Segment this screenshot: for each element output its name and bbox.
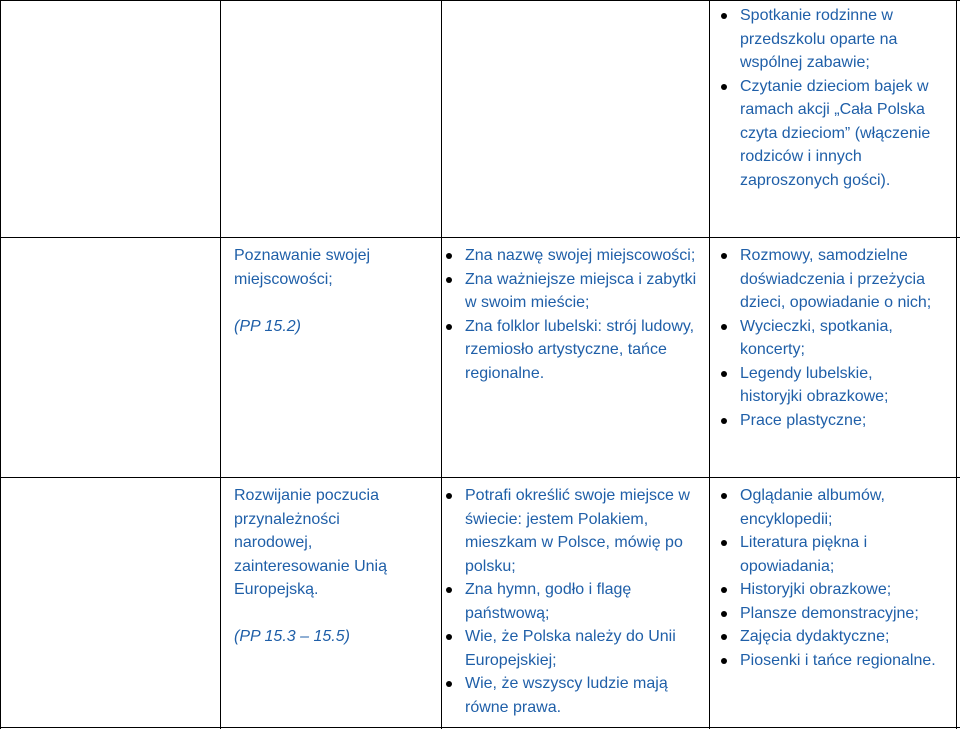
- list-item: Oglądanie albumów, encyklopedii;: [716, 484, 952, 531]
- row2-topic-cell: [234, 484, 414, 649]
- list-item: Wie, że Polska należy do Unii Europejskiej;: [441, 625, 703, 672]
- row0-activities-cell: [716, 4, 936, 192]
- bullet-icon: [721, 658, 727, 664]
- row1-activities-list: [716, 244, 936, 432]
- list-item: Czytanie dzieciom bajek w ramach akcji „Cała Polska czyta dzieciom” (włączenie rodziców i innych zaproszonych gości).: [716, 75, 936, 193]
- list-item: Zna ważniejsze miejsca i zabytki w swoim mieście;: [441, 268, 699, 315]
- bullet-icon: [446, 587, 452, 593]
- row2-outcomes-cell: [441, 484, 703, 719]
- list-item: Potrafi określić swoje miejsce w świecie: jestem Polakiem, mieszkam w Polsce, mówię po polsku;: [441, 484, 703, 578]
- list-item: Literatura piękna i opowiadania;: [716, 531, 952, 578]
- bullet-icon: [721, 371, 727, 377]
- list-item: Zna folklor lubelski: strój ludowy, rzemiosło artystyczne, tańce regionalne.: [441, 315, 699, 386]
- border-row1: [0, 237, 960, 238]
- list-item: Wie, że wszyscy ludzie mają równe prawa.: [441, 672, 703, 719]
- border-right: [956, 0, 957, 729]
- border-row2: [0, 477, 960, 478]
- list-item: Zna nazwę swojej miejscowości;: [441, 244, 699, 268]
- bullet-icon: [721, 540, 727, 546]
- bullet-icon: [721, 253, 727, 259]
- row2-outcomes-list: [441, 484, 703, 719]
- list-item: Prace plastyczne;: [716, 409, 936, 433]
- list-item: Spotkanie rodzinne w przedszkolu oparte na wspólnej zabawie;: [716, 4, 936, 75]
- row1-code: (PP 15.2): [234, 317, 301, 335]
- row2-activities-list: [716, 484, 952, 672]
- border-col3: [709, 0, 710, 729]
- bullet-icon: [721, 587, 727, 593]
- bullet-icon: [721, 418, 727, 424]
- list-item: Wycieczki, spotkania, koncerty;: [716, 315, 936, 362]
- row1-topic-cell: [234, 244, 414, 338]
- border-col1: [220, 0, 221, 729]
- row1-outcomes-cell: [441, 244, 699, 385]
- bullet-icon: [446, 634, 452, 640]
- row2-code: (PP 15.3 – 15.5): [234, 628, 350, 645]
- row2-topic: Rozwijanie poczucia przynależności narodowej, zainteresowanie Unią Europejską.: [234, 487, 387, 598]
- bullet-icon: [721, 13, 727, 19]
- row0-activities-list: [716, 4, 936, 192]
- list-item: Zna hymn, godło i flagę państwową;: [441, 578, 703, 625]
- row1-activities-cell: [716, 244, 936, 432]
- bullet-icon: [721, 84, 727, 90]
- list-item: Zajęcia dydaktyczne;: [716, 625, 952, 649]
- border-left: [0, 0, 1, 729]
- bullet-icon: [721, 324, 727, 330]
- row1-outcomes-list: [441, 244, 699, 385]
- bullet-icon: [721, 634, 727, 640]
- list-item: Piosenki i tańce regionalne.: [716, 649, 952, 673]
- list-item: Legendy lubelskie, historyjki obrazkowe;: [716, 362, 936, 409]
- row1-topic: Poznawanie swojej miejscowości;: [234, 247, 371, 288]
- bullet-icon: [446, 277, 452, 283]
- border-bottom: [0, 727, 960, 728]
- bullet-icon: [446, 253, 452, 259]
- bullet-icon: [446, 324, 452, 330]
- list-item: Plansze demonstracyjne;: [716, 602, 952, 626]
- bullet-icon: [721, 493, 727, 499]
- list-item: Rozmowy, samodzielne doświadczenia i przeżycia dzieci, opowiadanie o nich;: [716, 244, 936, 315]
- border-top: [0, 0, 960, 1]
- bullet-icon: [721, 611, 727, 617]
- bullet-icon: [446, 681, 452, 687]
- row2-activities-cell: [716, 484, 952, 672]
- bullet-icon: [446, 493, 452, 499]
- list-item: Historyjki obrazkowe;: [716, 578, 952, 602]
